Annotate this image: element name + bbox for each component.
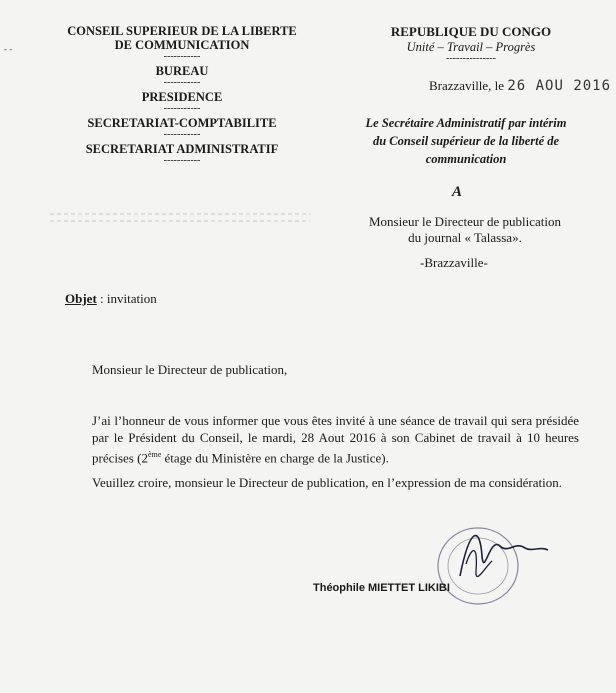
to-marker: A [452,184,463,200]
republic-motto: Unité – Travail – Progrès [406,40,536,54]
separator: ----------- [163,51,201,62]
subject-line [65,291,157,307]
body-paragraph-1: J’ai l’honneur de vous informer que vous êtes invité à une séance de travail qui sera présidée par le Président du Conseil, le mardi, 28 Aout 2016 à son Cabinet de travail à 10 heures précises (2ème étage du Ministère en charge de la Justice). [92,413,579,466]
presidence-label: PRESIDENCE [141,90,223,104]
separator: ----------- [163,155,201,166]
body-paragraph-2: Veuillez croire, monsieur le Directeur de publication, en l’expression de ma considération. [92,475,562,491]
place-date [429,78,611,94]
separator: ----------- [163,77,201,88]
separator: ----------- [163,129,201,140]
salutation: Monsieur le Directeur de publication, [92,362,288,377]
subject-text: : invitation [96,291,157,306]
sender-line1: Le Secrétaire Administratif par intérim [365,116,567,130]
letter-body [92,412,579,499]
addressee-city: -Brazzaville- [420,255,488,270]
place-label: Brazzaville, le [429,78,505,93]
separator: --------------- [446,53,496,64]
republic-name: REPUBLIQUE DU CONGO [390,24,552,39]
separator: ----------- [163,103,201,114]
issuer-name-line1: CONSEIL SUPERIEUR DE LA LIBERTE [67,24,297,38]
sender-line3: communication [425,152,507,166]
faint-bleed-through [50,208,310,232]
subject-label: Objet [65,291,97,306]
secretariat-administratif-label: SECRETARIAT ADMINISTRATIF [85,142,279,156]
addressee-line1: Monsieur le Directeur de publication [368,214,562,229]
issuer-name-line2: DE COMMUNICATION [114,38,250,52]
date-stamp: 26 AOU 2016 [507,78,612,94]
addressee-block [340,214,590,246]
sender-block [330,114,602,168]
republic-header [366,24,576,63]
sender-line2: du Conseil supérieur de la liberté de [372,134,560,148]
secretariat-comptabilite-label: SECRETARIAT-COMPTABILITE [87,116,277,130]
margin-mark: - - [4,44,13,54]
addressee-line2: du journal « Talassa». [408,230,522,245]
signatory-name: Théophile MIETTET LIKIBI [313,582,450,594]
bureau-label: BUREAU [155,64,209,78]
issuer-header [32,24,332,168]
